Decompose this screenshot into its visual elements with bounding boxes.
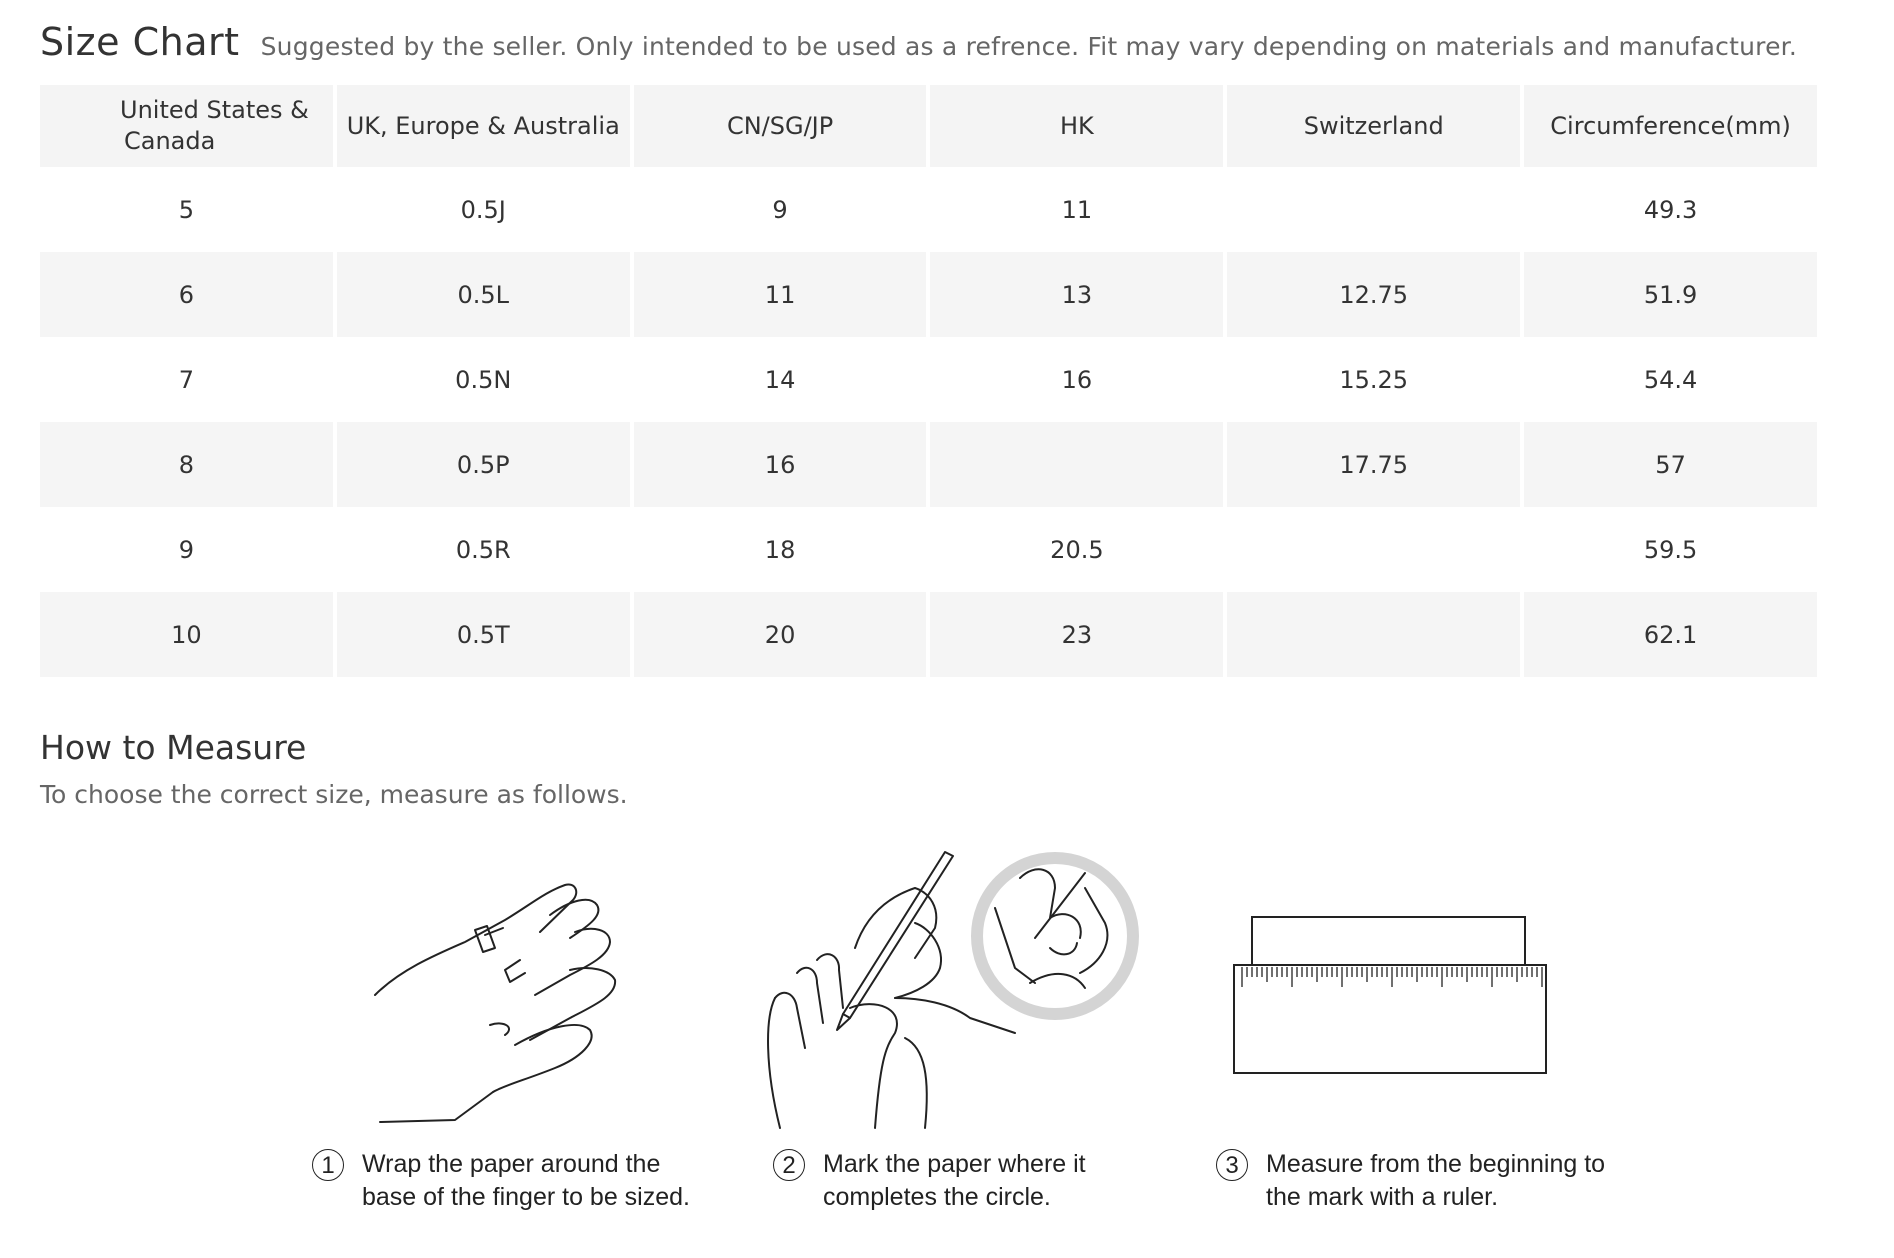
cell-circ: 59.5 [1524, 507, 1817, 592]
cell-hk: 20.5 [930, 507, 1223, 592]
step-1-number-icon: 1 [312, 1149, 344, 1181]
step-3-line2: the mark with a ruler. [1266, 1183, 1499, 1211]
cell-cn: 9 [634, 167, 927, 252]
cell-cn: 11 [634, 252, 927, 337]
column-header-uk-europe-australia: UK, Europe & Australia [337, 85, 630, 167]
cell-us: 6 [40, 252, 333, 337]
cell-hk: 13 [930, 252, 1223, 337]
step-2-line2: completes the circle. [823, 1183, 1051, 1211]
title-row [40, 20, 1797, 64]
table-header-row [40, 85, 1817, 167]
ruler-illustration [1232, 915, 1552, 1075]
cell-circ: 62.1 [1524, 592, 1817, 677]
how-to-measure-subtitle: To choose the correct size, measure as follows. [40, 780, 628, 809]
table-row [40, 252, 1817, 337]
cell-us: 7 [40, 337, 333, 422]
cell-circ: 49.3 [1524, 167, 1817, 252]
step-3-line1: Measure from the beginning to [1266, 1150, 1606, 1178]
hand-wrap-illustration [365, 870, 645, 1135]
cell-hk [930, 422, 1223, 507]
cell-us: 8 [40, 422, 333, 507]
cell-hk: 23 [930, 592, 1223, 677]
table-row [40, 592, 1817, 677]
cell-uk: 0.5P [337, 422, 630, 507]
step-1-line2: base of the finger to be sized. [362, 1183, 690, 1211]
column-header-us-canada-line1: United States & [120, 96, 309, 124]
page-title: Size Chart [40, 20, 240, 64]
cell-uk: 0.5N [337, 337, 630, 422]
step-2-line1: Mark the paper where it [823, 1150, 1086, 1178]
column-header-switzerland: Switzerland [1227, 85, 1520, 167]
cell-ch: 12.75 [1227, 252, 1520, 337]
cell-hk: 16 [930, 337, 1223, 422]
how-to-measure-title: How to Measure [40, 728, 307, 767]
cell-us: 10 [40, 592, 333, 677]
table-row [40, 337, 1817, 422]
column-header-cn-sg-jp: CN/SG/JP [634, 85, 927, 167]
table-row [40, 507, 1817, 592]
cell-ch [1227, 167, 1520, 252]
cell-circ: 57 [1524, 422, 1817, 507]
cell-us: 9 [40, 507, 333, 592]
cell-ch: 17.75 [1227, 422, 1520, 507]
cell-cn: 14 [634, 337, 927, 422]
column-header-circumference: Circumference(mm) [1524, 85, 1817, 167]
column-header-us-canada-line2: Canada [124, 127, 216, 155]
size-chart-table [36, 85, 1821, 677]
cell-ch [1227, 507, 1520, 592]
mark-paper-illustration [755, 848, 1145, 1133]
step-2-number-icon: 2 [773, 1149, 805, 1181]
cell-ch: 15.25 [1227, 337, 1520, 422]
table-row [40, 422, 1817, 507]
step-1-line1: Wrap the paper around the [362, 1150, 661, 1178]
cell-us: 5 [40, 167, 333, 252]
cell-uk: 0.5T [337, 592, 630, 677]
cell-uk: 0.5L [337, 252, 630, 337]
cell-hk: 11 [930, 167, 1223, 252]
cell-circ: 51.9 [1524, 252, 1817, 337]
column-header-hk: HK [930, 85, 1223, 167]
cell-circ: 54.4 [1524, 337, 1817, 422]
cell-uk: 0.5R [337, 507, 630, 592]
cell-uk: 0.5J [337, 167, 630, 252]
column-header-us-canada [40, 85, 333, 167]
cell-cn: 16 [634, 422, 927, 507]
page-subtitle: Suggested by the seller. Only intended to be used as a refrence. Fit may vary depending on materials and manufacturer. [260, 32, 1797, 61]
step-3-number-icon: 3 [1216, 1149, 1248, 1181]
cell-ch [1227, 592, 1520, 677]
cell-cn: 18 [634, 507, 927, 592]
table-row [40, 167, 1817, 252]
cell-cn: 20 [634, 592, 927, 677]
